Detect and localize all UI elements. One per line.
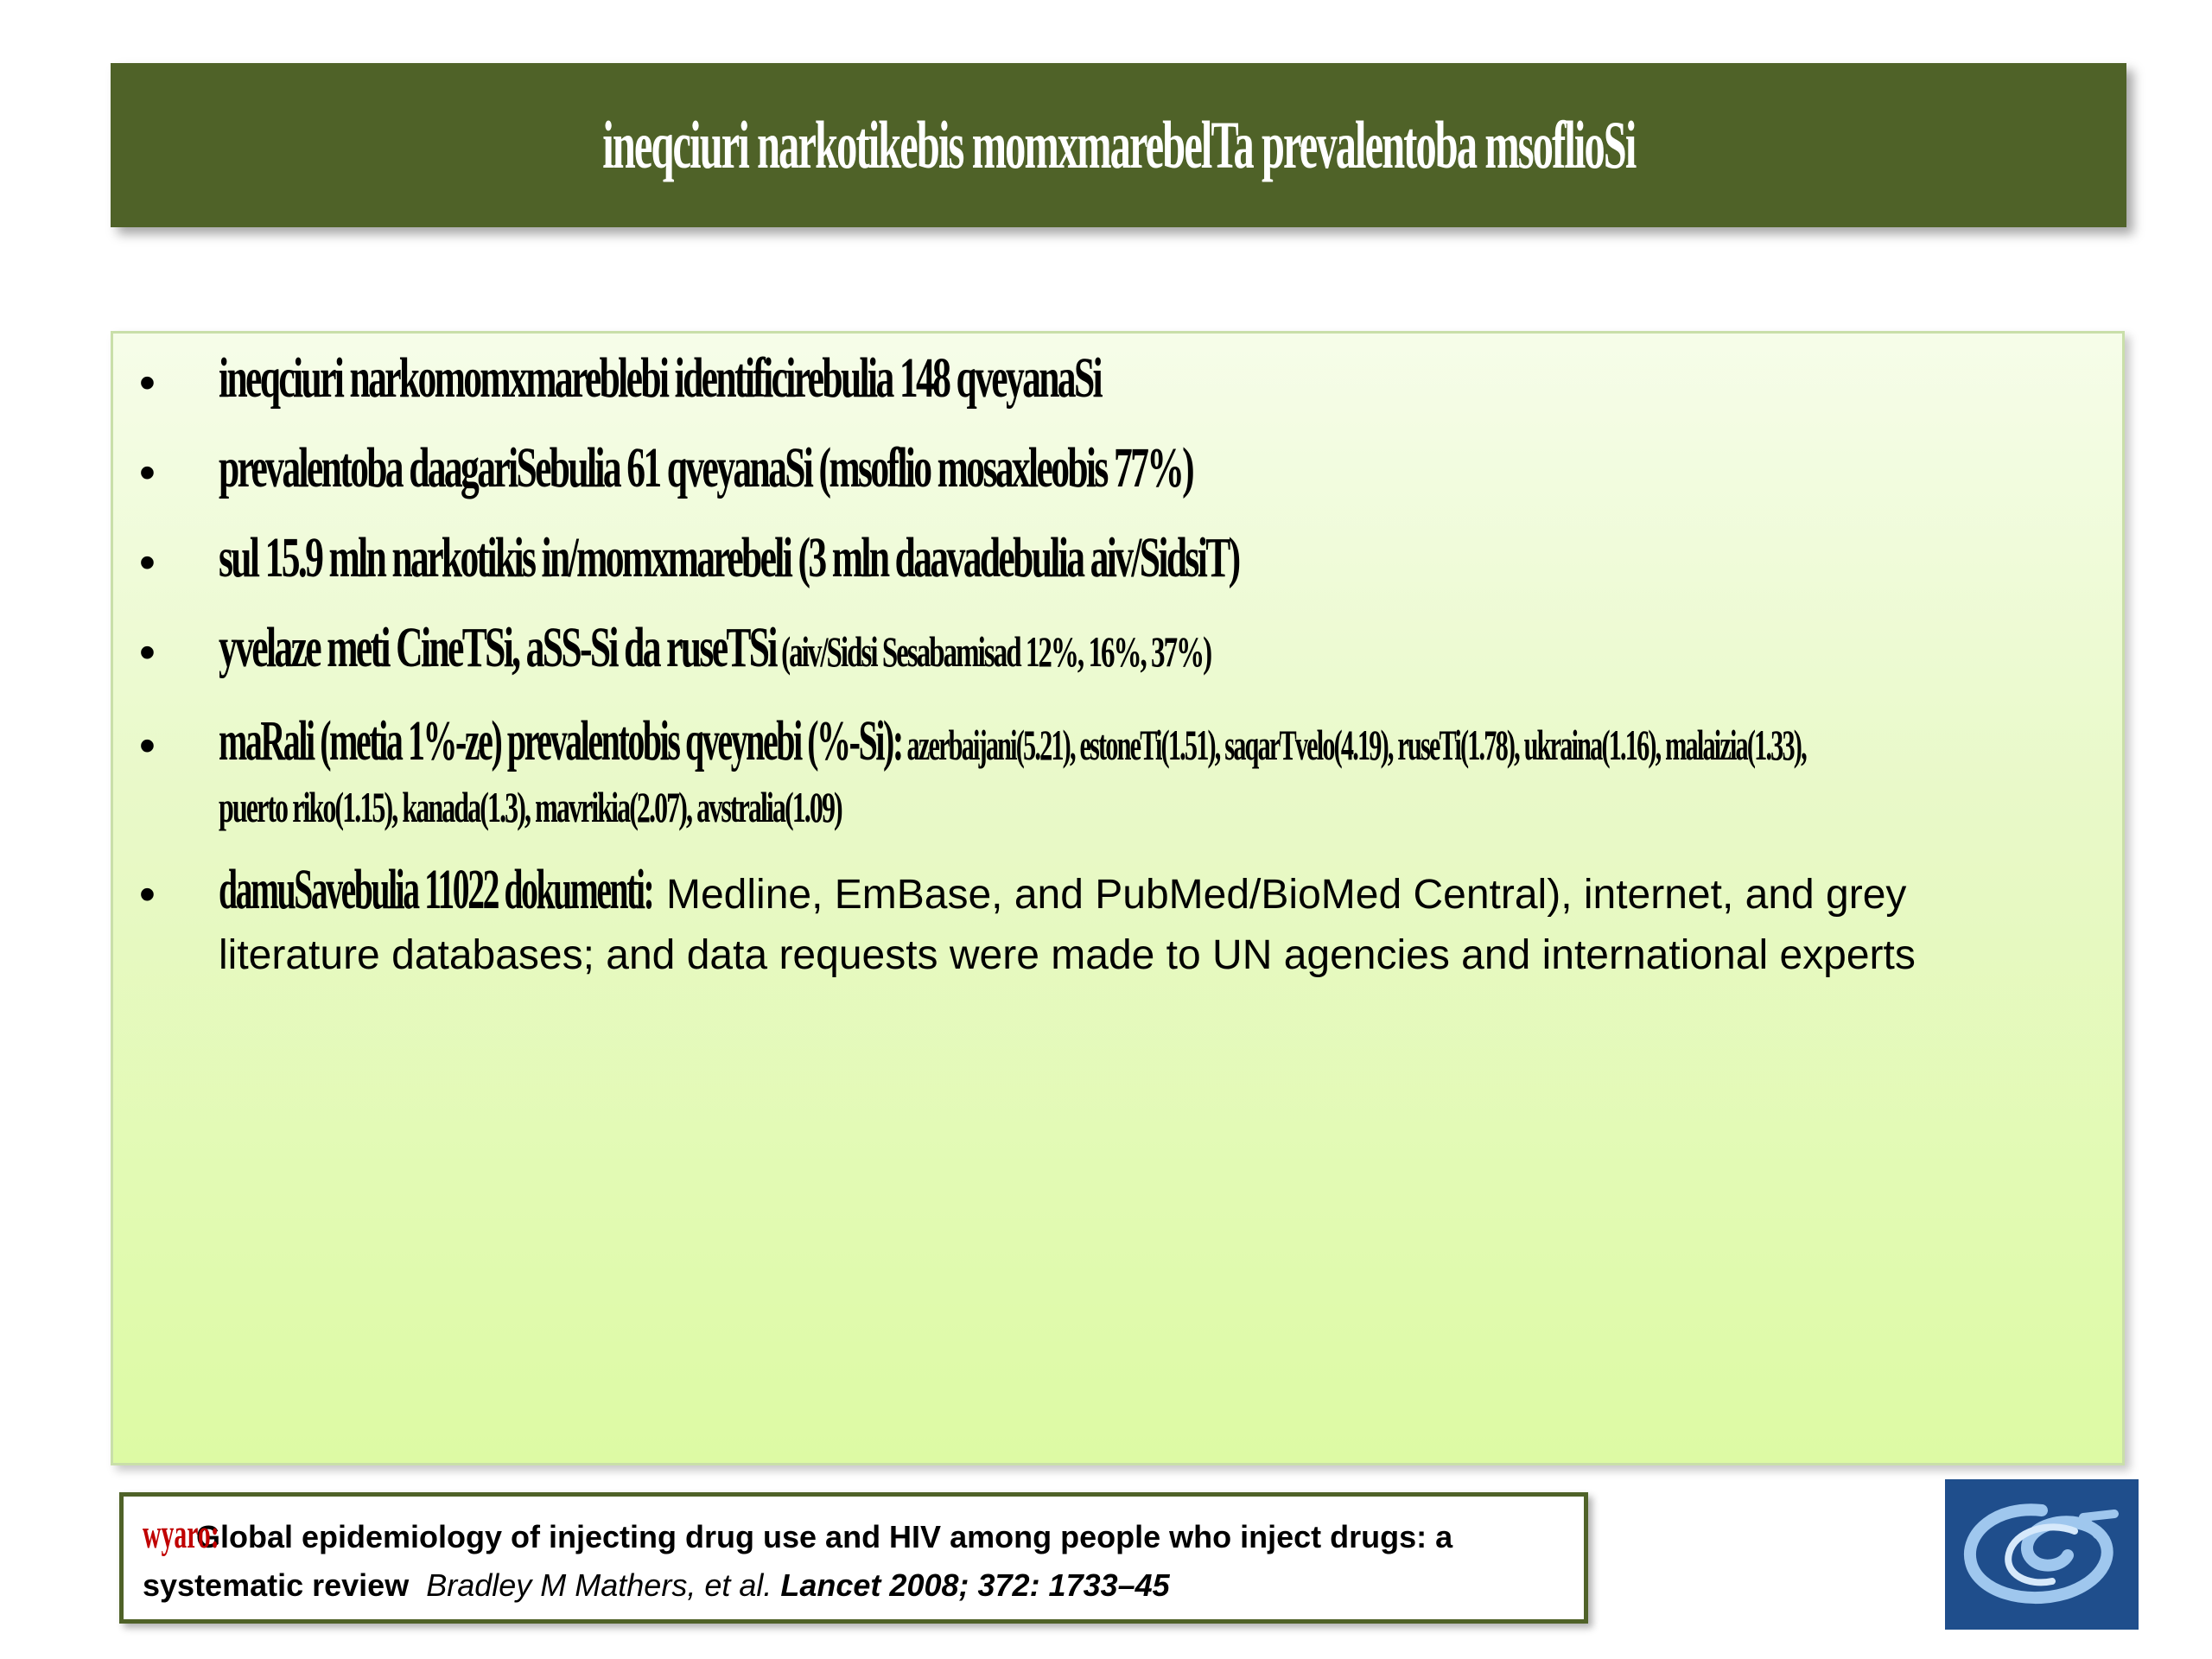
bullet-detail-line: puerto riko(1.15), kanada(1.3), mavrikia(2.07), avstralia(1.09) [219, 783, 842, 831]
bullet-detail-line: literature databases; and data requests were made to UN agencies and international experts [219, 932, 1916, 978]
citation-title-part1: Global epidemiology of injecting drug use and HIV among people who inject drugs: a [196, 1519, 1453, 1554]
spiral-logo-icon [1945, 1479, 2139, 1630]
bullet-main-text: yvelaze meti CineTSi, aSS-Si da ruseTSi [219, 616, 776, 679]
citation-line-2 [143, 1561, 1565, 1610]
bullet-text: prevalentoba daagariSebulia 61 qveyanaSi (msoflio mosaxleobis 77%) [219, 436, 1193, 499]
bullet-dot: • [139, 868, 156, 920]
bullet-text: ineqciuri narkomomxmareblebi identificirebulia 148 qveyanaSi [219, 346, 1101, 410]
citation-journal: Lancet 2008; 372: 1733–45 [780, 1567, 1170, 1603]
list-item [113, 434, 2122, 503]
list-item [113, 613, 2122, 686]
bullet-detail-text: azerbaijani(5.21), estoneTi(1.51), saqarTvelo(4.19), ruseTi(1.78), ukraina(1.16), malaizia(1.33), [901, 721, 1806, 769]
citation-authors: Bradley M Mathers, et al. [426, 1567, 772, 1603]
bullet-dot: • [139, 626, 156, 678]
bullet-detail-text: Medline, EmBase, and PubMed/BioMed Central), internet, and grey [666, 872, 1907, 918]
bullet-dot: • [139, 447, 156, 499]
bullet-text: sul 15.9 mln narkotikis in/momxmarebeli (3 mln daavadebulia aiv/SidsiT) [219, 526, 1239, 589]
source-label: wyaro: [143, 1511, 219, 1557]
bullet-dot: • [139, 537, 156, 588]
bullet-dot: • [139, 357, 156, 409]
list-item [113, 855, 2122, 987]
bullet-text [219, 707, 1806, 779]
bullet-detail-text: (aiv/Sidsi Sesabamisad 12%, 16%, 37%) [775, 627, 1211, 676]
bullet-dot: • [139, 720, 156, 772]
title-banner [111, 63, 2126, 227]
bullet-main-text: maRali (metia 1%-ze) prevalentobis qveynebi (%-Si): [219, 709, 902, 772]
source-citation-box [119, 1492, 1588, 1624]
bullet-list [113, 344, 2122, 1007]
bullet-text [219, 613, 1211, 686]
bullet-text: damuSavebulia 11022 dokumenti: [219, 858, 653, 921]
list-item [113, 707, 2122, 835]
citation-title-part2: systematic review [143, 1567, 410, 1603]
content-panel [111, 331, 2125, 1465]
list-item [113, 524, 2122, 593]
slide-title: ineqciuri narkotikebis momxmarebelTa prevalentoba msoflioSi [601, 107, 1636, 182]
citation-line-1 [143, 1510, 1565, 1561]
list-item [113, 344, 2122, 413]
